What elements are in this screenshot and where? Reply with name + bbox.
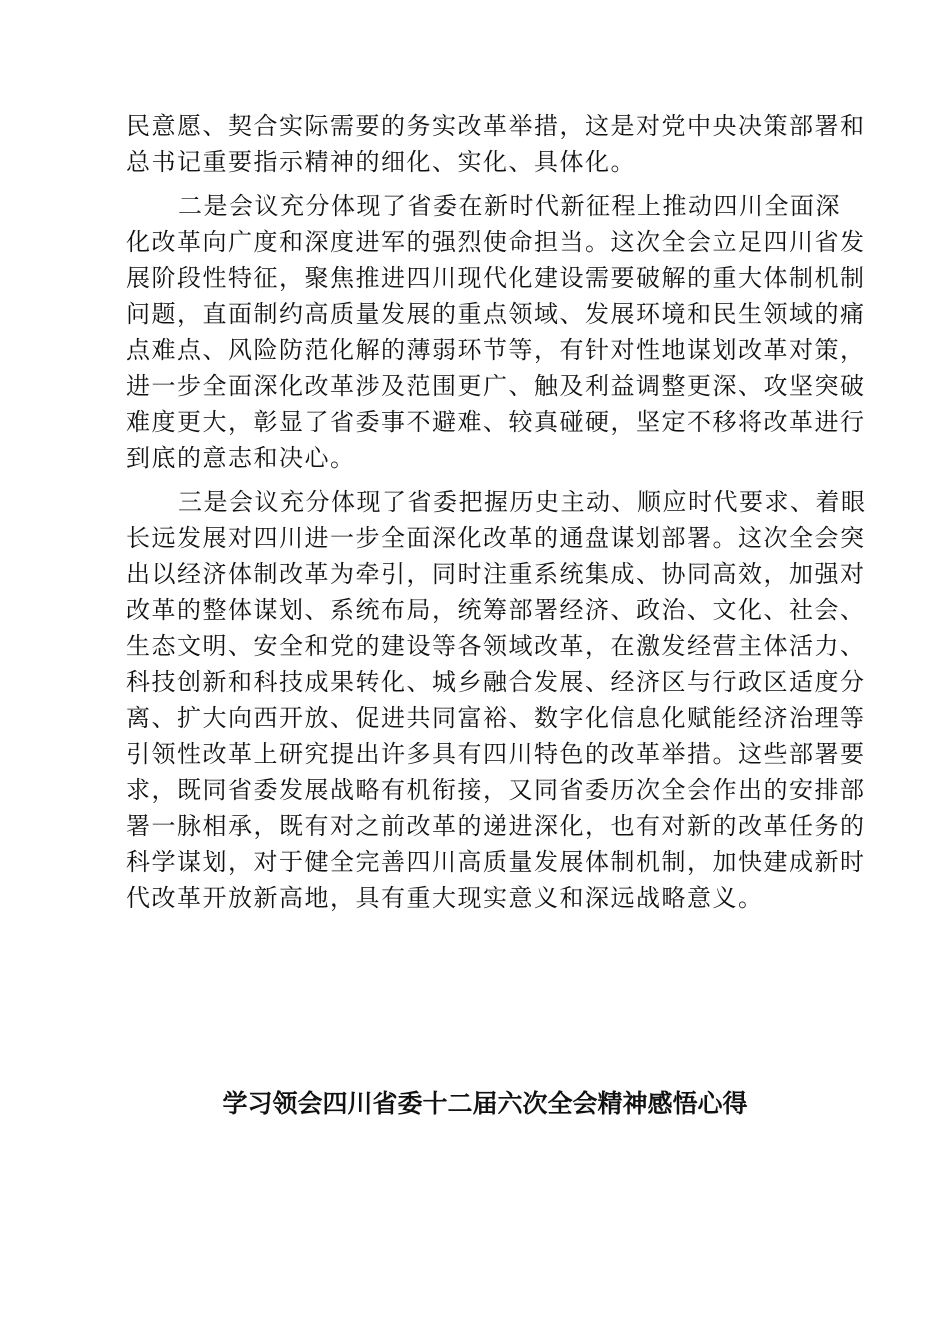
paragraph-line: 科技创新和科技成果转化、城乡融合发展、经济区与行政区适度分: [126, 668, 866, 696]
paragraph-line: 民意愿、契合实际需要的务实改革举措，这是对党中央决策部署和: [126, 112, 866, 140]
paragraph-line: 生态文明、安全和党的建设等各领域改革，在激发经营主体活力、: [126, 632, 866, 660]
paragraph-line: 进一步全面深化改革涉及范围更广、触及利益调整更深、攻坚突破: [126, 372, 866, 400]
paragraph-line: 总书记重要指示精神的细化、实化、具体化。: [126, 148, 636, 176]
paragraph-line: 化改革向广度和深度进军的强烈使命担当。这次全会立足四川省发: [126, 228, 866, 256]
paragraph-line: 求，既同省委发展战略有机衔接，又同省委历次全会作出的安排部: [126, 776, 866, 804]
paragraph-line: 引领性改革上研究提出许多具有四川特色的改革举措。这些部署要: [126, 740, 866, 768]
section-title: 学习领会四川省委十二届六次全会精神感悟心得: [222, 1089, 748, 1118]
paragraph-line: 三是会议充分体现了省委把握历史主动、顺应时代要求、着眼: [178, 488, 867, 516]
body-text: [126, 108, 867, 916]
paragraph-line: 科学谋划，对于健全完善四川高质量发展体制机制，加快建成新时: [126, 848, 866, 876]
paragraph-line: 到底的意志和决心。: [126, 444, 356, 472]
paragraph-line: 长远发展对四川进一步全面深化改革的通盘谋划部署。这次全会突: [126, 524, 866, 552]
paragraph-line: 展阶段性特征，聚焦推进四川现代化建设需要破解的重大体制机制: [126, 264, 866, 292]
paragraph-line: 难度更大，彰显了省委事不避难、较真碰硬，坚定不移将改革进行: [126, 408, 866, 436]
paragraph-line: 署一脉相承，既有对之前改革的递进深化，也有对新的改革任务的: [126, 812, 866, 840]
paragraph-line: 二是会议充分体现了省委在新时代新征程上推动四川全面深: [178, 192, 841, 220]
paragraph-line: 改革的整体谋划、系统布局，统筹部署经济、政治、文化、社会、: [126, 596, 866, 624]
paragraph-line: 问题，直面制约高质量发展的重点领域、发展环境和民生领域的痛: [126, 300, 866, 328]
paragraph-line: 代改革开放新高地，具有重大现实意义和深远战略意义。: [126, 884, 764, 912]
paragraph-line: 点难点、风险防范化解的薄弱环节等，有针对性地谋划改革对策，: [126, 336, 866, 364]
paragraph-line: 出以经济体制改革为牵引，同时注重系统集成、协同高效，加强对: [126, 560, 866, 588]
paragraph-line: 离、扩大向西开放、促进共同富裕、数字化信息化赋能经济治理等: [126, 704, 866, 732]
